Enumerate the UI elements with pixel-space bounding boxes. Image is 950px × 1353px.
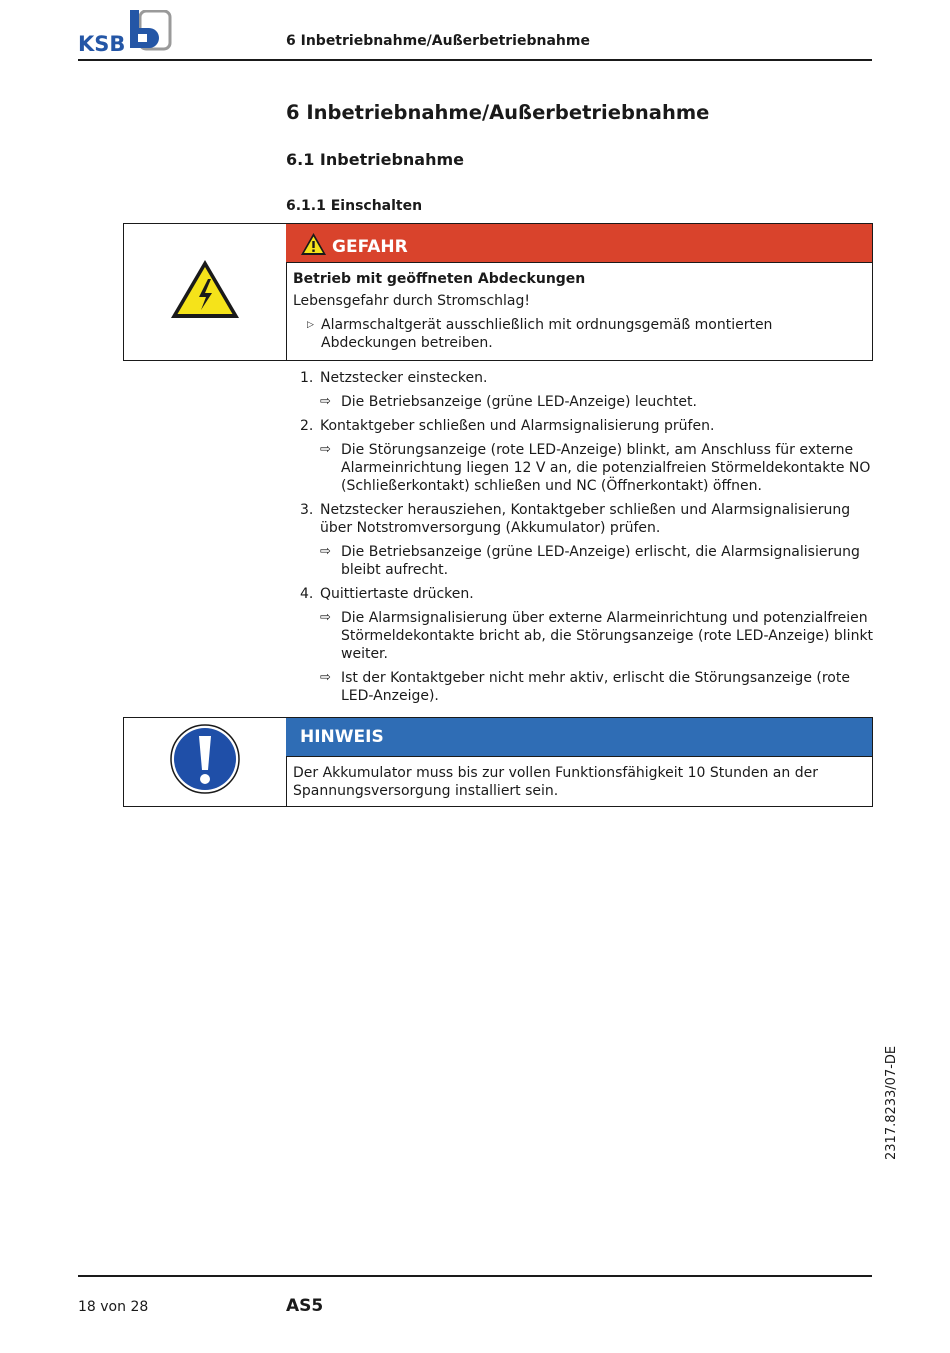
step-text: Netzstecker herausziehen, Kontaktgeber schließen und Alarmsignalisierung über Notstromversorgung (Akkumulator) prüfen. <box>320 502 851 536</box>
step-text: Netzstecker einstecken. <box>320 370 488 386</box>
mandatory-exclamation-icon <box>170 724 240 794</box>
notice-text: Der Akkumulator muss bis zur vollen Funktionsfähigkeit 10 Stunden an der Spannungsversorgung installiert sein. <box>293 765 818 799</box>
step-item <box>300 417 875 435</box>
result-arrow-icon: ⇨ <box>320 610 331 625</box>
footer-divider <box>78 1275 872 1277</box>
danger-icon-cell <box>124 224 287 360</box>
result-text: Die Betriebsanzeige (grüne LED-Anzeige) erlischt, die Alarmsignalisierung bleibt aufrecht. <box>341 544 860 578</box>
danger-header-bar <box>286 224 872 263</box>
result-text: Ist der Kontaktgeber nicht mehr aktiv, erlischt die Störungsanzeige (rote LED-Anzeige). <box>341 670 850 704</box>
hazard-measure <box>293 316 864 352</box>
header-divider <box>78 59 872 61</box>
page-number: 18 von 28 <box>78 1299 149 1315</box>
notice-title: HINWEIS <box>300 727 384 747</box>
step-number: 4. <box>300 586 314 602</box>
step-result <box>300 393 875 411</box>
step-result <box>300 609 875 663</box>
danger-body <box>293 270 864 352</box>
hazard-description: Betrieb mit geöffneten Abdeckungen <box>293 271 586 287</box>
ksb-logo-icon <box>126 10 172 52</box>
notice-header-bar <box>286 718 872 757</box>
hazard-measure-text: Alarmschaltgerät ausschließlich mit ordnungsgemäß montierten Abdeckungen betreiben. <box>321 317 773 351</box>
electrical-hazard-warning-icon <box>169 257 241 321</box>
danger-safety-box <box>123 223 873 361</box>
step-result <box>300 669 875 705</box>
running-header: 6 Inbetriebnahme/Außerbetriebnahme <box>286 33 590 49</box>
document-number: 2317.8233/07-DE <box>884 1045 899 1160</box>
result-text: Die Betriebsanzeige (grüne LED-Anzeige) leuchtet. <box>341 394 697 410</box>
step-item <box>300 585 875 603</box>
triangle-bullet-icon: ▷ <box>307 320 314 330</box>
product-name: AS5 <box>286 1296 324 1316</box>
notice-icon-cell <box>124 718 287 806</box>
step-number: 1. <box>300 370 314 386</box>
step-result <box>300 441 875 495</box>
chapter-heading: 6 Inbetriebnahme/Außerbetriebnahme <box>286 101 710 124</box>
step-item <box>300 369 875 387</box>
instruction-steps <box>300 369 875 711</box>
step-text: Kontaktgeber schließen und Alarmsignalisierung prüfen. <box>320 418 715 434</box>
danger-title: GEFAHR <box>332 237 408 257</box>
result-arrow-icon: ⇨ <box>320 670 331 685</box>
subsection-heading: 6.1.1 Einschalten <box>286 198 423 214</box>
step-text: Quittiertaste drücken. <box>320 586 474 602</box>
step-result <box>300 543 875 579</box>
result-text: Die Alarmsignalisierung über externe Alarmeinrichtung und potenzialfreien Störmeldekontakte bricht ab, die Störungsanzeige (rote LED-Anzeige) blinkt weiter. <box>341 610 874 662</box>
step-number: 3. <box>300 502 314 518</box>
result-text: Die Störungsanzeige (rote LED-Anzeige) blinkt, am Anschluss für externe Alarmeinrichtung liegen 12 V an, die potenzialfreien Störmeldekontakte NO (Schließerkontakt) schließen und NC (Öffnerkontakt) öffnen. <box>341 442 871 494</box>
ksb-logo <box>78 10 178 54</box>
step-number: 2. <box>300 418 314 434</box>
hazard-consequence: Lebensgefahr durch Stromschlag! <box>293 293 531 309</box>
warning-triangle-icon <box>300 232 327 256</box>
result-arrow-icon: ⇨ <box>320 442 331 457</box>
result-arrow-icon: ⇨ <box>320 394 331 409</box>
result-arrow-icon: ⇨ <box>320 544 331 559</box>
notice-safety-box <box>123 717 873 807</box>
step-item <box>300 501 875 537</box>
section-heading: 6.1 Inbetriebnahme <box>286 150 464 169</box>
logo-wordmark: KSB <box>78 32 126 56</box>
